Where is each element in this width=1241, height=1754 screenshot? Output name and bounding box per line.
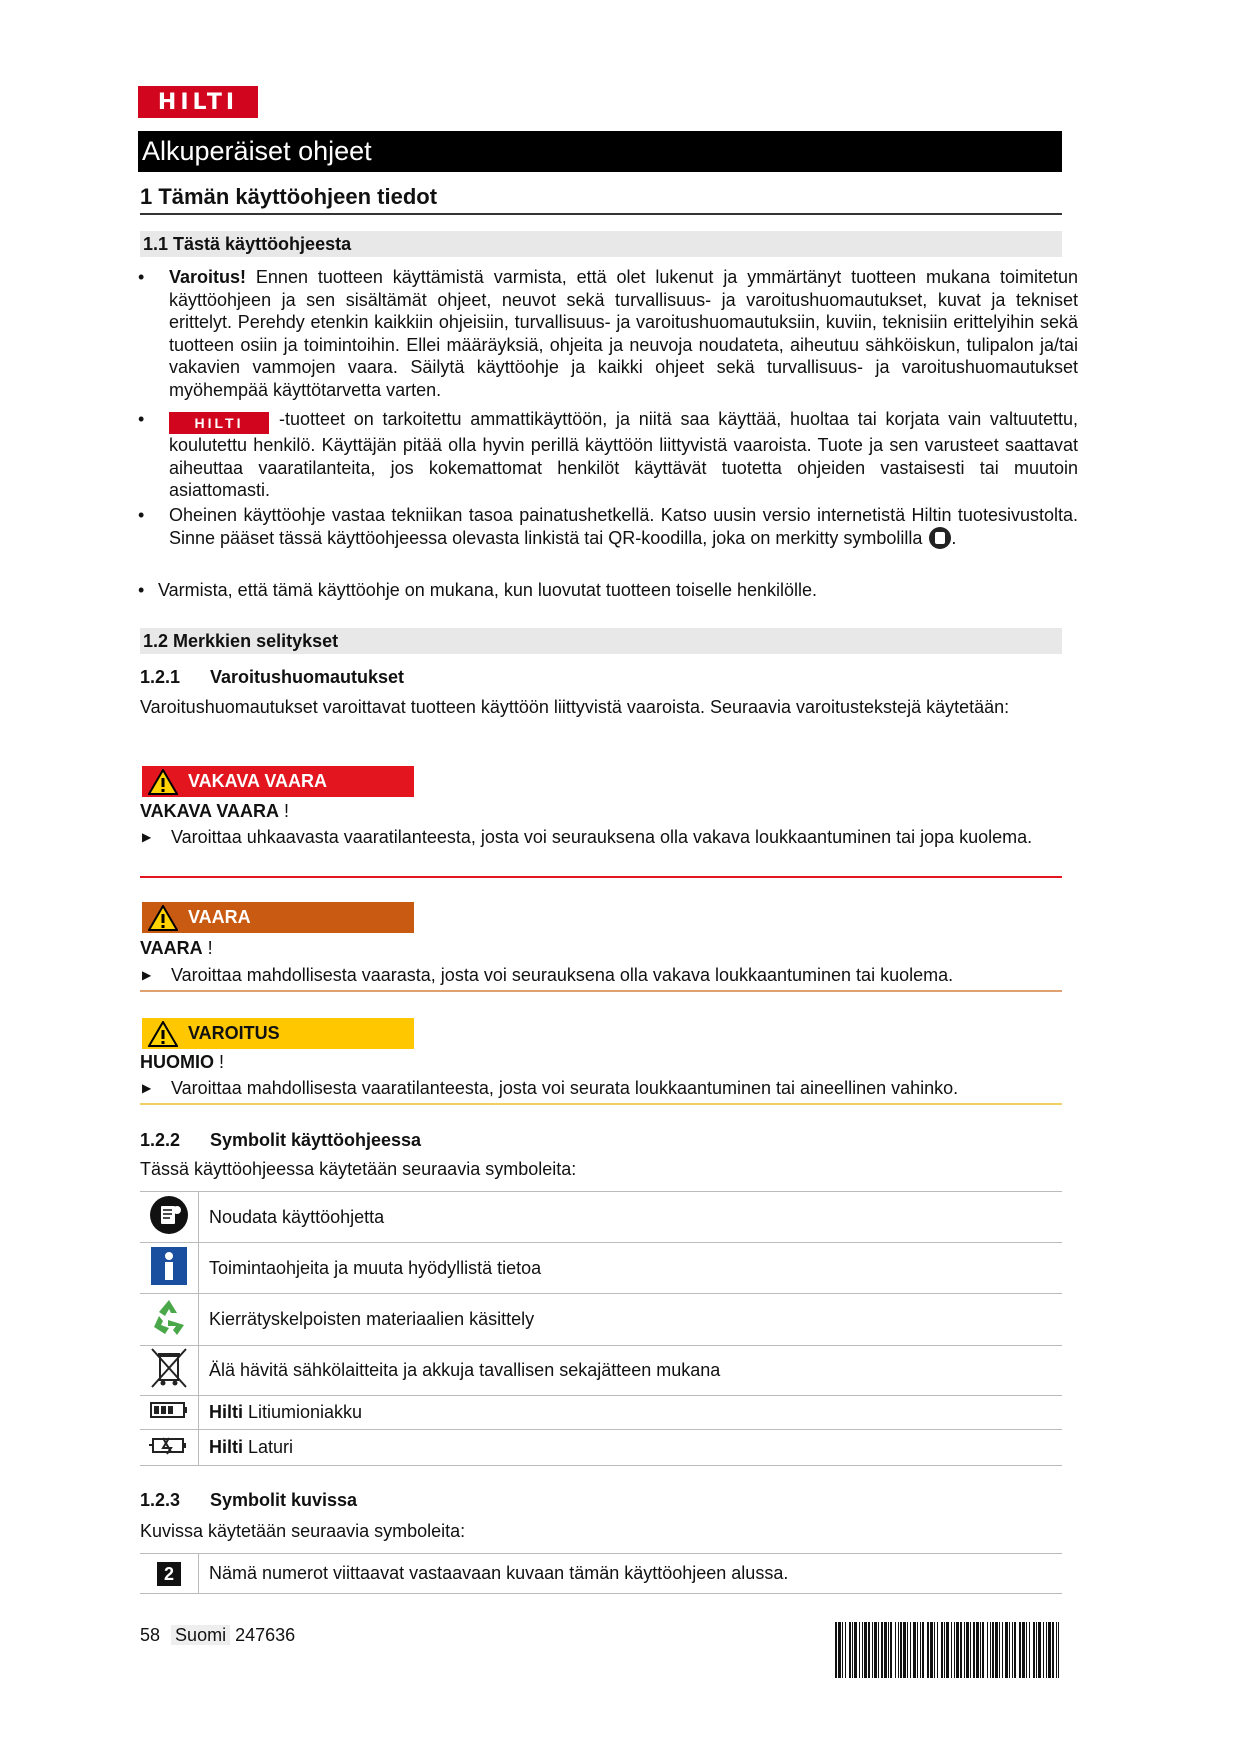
divider [140,1103,1062,1105]
read-manual-icon [149,1195,189,1235]
figure-symbols-table [140,1553,1062,1594]
table-row [140,1346,1062,1396]
table-cell: Noudata käyttöohjetta [199,1192,1063,1243]
warning-heading: VAKAVA VAARA ! [140,801,290,821]
barcode-icon [835,1622,1059,1678]
warning-triangle-icon [148,905,178,931]
severe-danger-label: VAKAVA VAARA [142,766,414,797]
caution-label: VAROITUS [142,1018,414,1049]
table-row [140,1430,1062,1466]
warning-text: ▶ Varoittaa mahdollisesta vaarasta, josta voi seurauksena olla vakava loukkaantuminen tai kuolema. [142,965,954,985]
list-item: • Varmista, että tämä käyttöohje on mukana, kun luovutat tuotteen toiselle henkilölle. [138,580,818,600]
info-icon [150,1246,188,1286]
table-cell: Toimintaohjeita ja muuta hyödyllistä tietoa [199,1243,1063,1294]
table-row [140,1294,1062,1346]
section-1-2-heading: 1.2 Merkkien selitykset [140,628,1062,654]
table-row [140,1554,1062,1594]
list-item: • HILTI -tuotteet on tarkoitettu ammattikäyttöön, ja niitä saa käyttää, huoltaa tai korjata vain valtuutettu, koulutettu henkilö. Käyttäjän pitää olla hyvin perillä käyttöön liittyvistä vaaroista. Tuote ja sen varusteet saattavat aiheuttaa vaaratilanteita, jos kokemattomat henkilöt käyttävät tuotetta ohjeiden vastaisesti tai muutoin asiattomasti. [138,409,1078,500]
warnings-intro: Varoitushuomautukset varoittavat tuotteen käyttöön liittyvistä vaaroista. Seuraavia varoitustekstejä käytetään: [140,697,1010,717]
symbols-intro: Tässä käyttöohjeessa käytetään seuraavia symboleita: [140,1159,577,1179]
table-cell: Hilti Litiumioniakku [199,1396,1063,1430]
divider [140,876,1062,878]
battery-icon [149,1400,189,1420]
list-item: • Oheinen käyttöohje vastaa tekniikan tasoa painatushetkellä. Katso uusin versio internetistä Hiltin tuotesivustolta. Sinne pääset tässä käyttöohjeessa olevasta linkistä tai QR-koodilla, joka on merkitty symbolilla . [138,505,1078,548]
danger-label: VAARA [142,902,414,933]
figure-symbols-intro: Kuvissa käytetään seuraavia symboleita: [140,1521,466,1541]
warning-text: ▶ Varoittaa mahdollisesta vaaratilanteesta, josta voi seurata loukkaantuminen tai aineellinen vahinko. [142,1078,959,1098]
section-1-2-3-heading: 1.2.3 Symbolit kuvissa [140,1490,358,1510]
table-cell: Kierrätyskelpoisten materiaalien käsittely [199,1294,1063,1346]
section-1-2-1-heading: 1.2.1 Varoitushuomautukset [140,667,405,687]
crossed-bin-icon [149,1346,189,1390]
table-row [140,1243,1062,1294]
table-row [140,1192,1062,1243]
warning-lead: Varoitus! [169,267,247,287]
section-1-2-2-heading: 1.2.2 Symbolit käyttöohjeessa [140,1130,422,1150]
table-cell: Hilti Laturi [199,1430,1063,1466]
warning-text: ▶ Varoittaa uhkaavasta vaaratilanteesta, josta voi seurauksena olla vakava loukkaantuminen tai jopa kuolema. [142,827,1033,847]
section-1-1-heading: 1.1 Tästä käyttöohjeesta [140,231,1062,257]
table-row [140,1396,1062,1430]
page-footer [140,1625,295,1646]
list-item: • Varoitus! Ennen tuotteen käyttämistä varmista, että olet lukenut ja ymmärtänyt tuotteen mukana toimitetun käyttöohjeen ja sen sisältämät ohjeet, neuvot sekä turvallisuus- ja varoitushuomautukset, kuvat ja tekniset erittelyt. Perehdy etenkin kaikkiin ohjeisiin, turvallisuus- ja varoitushuomautuksiin, kuviin, teknisiin erittelyihin sekä tuotteen osiin ja toimintoihin. Ellei määräyksiä, ohjeita ja neuvoja noudateta, aiheutuu sähköiskun, tulipalon ja/tai vakavien vammojen vaara. Säilytä käyttöohje ja kaikki ohjeet sekä turvallisuus- ja varoitushuomautukset myöhempää käyttötarvetta varten. [138,267,1078,400]
symbols-table [140,1191,1062,1466]
qr-code-icon [929,527,951,549]
charger-icon [149,1434,189,1456]
divider [140,990,1062,992]
hilti-inline-logo: HILTI [169,412,269,434]
warning-triangle-icon [148,1021,178,1047]
warning-triangle-icon [148,769,178,795]
recycle-icon [149,1297,189,1337]
section-1-heading: 1 Tämän käyttöohjeen tiedot [140,183,1062,215]
hilti-logo: HILTI [138,86,258,118]
footer-language: Suomi [171,1625,230,1645]
table-cell: Älä hävitä sähkölaitteita ja akkuja tavallisen sekajätteen mukana [199,1346,1063,1396]
table-cell: Nämä numerot viittaavat vastaavaan kuvaan tämän käyttöohjeen alussa. [199,1554,1063,1594]
document-title: Alkuperäiset ohjeet [138,131,1062,172]
warning-heading: VAARA ! [140,938,213,958]
doc-number: 247636 [235,1625,296,1645]
number-badge-icon: 2 [157,1562,181,1586]
page-number: 58 [140,1625,161,1645]
warning-heading: HUOMIO ! [140,1052,225,1072]
